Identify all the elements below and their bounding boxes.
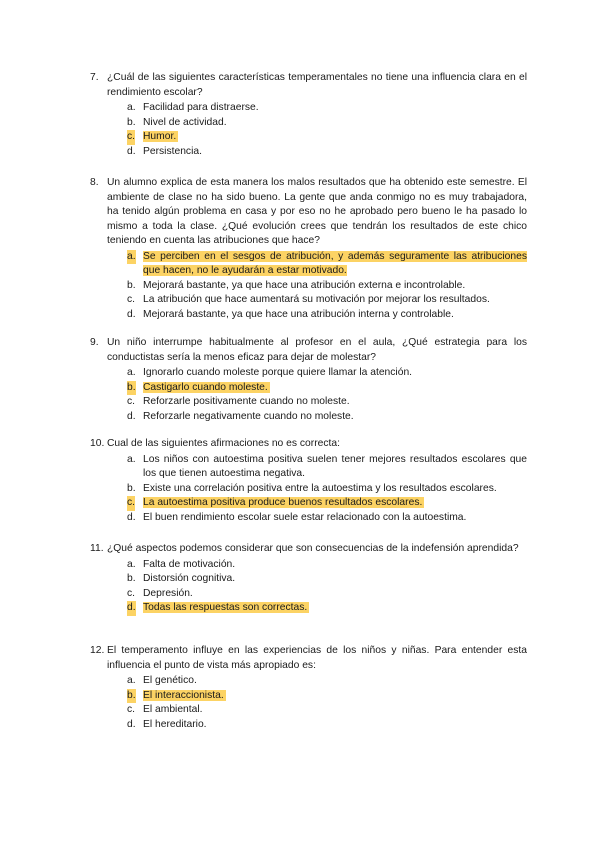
option-letter: a. [127,367,136,378]
option-d [90,718,527,733]
option-letter: c. [127,704,136,715]
option-b [90,279,527,294]
option-b [90,572,527,587]
option-text: La autoestima positiva produce buenos resultados escolares. [143,497,423,508]
option-letter: d. [127,410,136,422]
question-8 [90,176,527,322]
option-text: El hereditario. [143,718,207,730]
option-text: El buen rendimiento escolar suele estar relacionado con la autoestima. [143,511,467,523]
option-d-highlighted [90,601,527,616]
option-letter: a. [127,558,136,570]
option-b [90,482,527,497]
option-c [90,395,527,410]
option-text: El ambiental. [143,704,203,715]
option-d [90,410,527,425]
option-text: Ignorarlo cuando moleste porque quiere llamar la atención. [143,367,413,378]
question-number: 8. [90,177,99,188]
option-c-highlighted [90,130,527,145]
question-number: 9. [90,337,99,348]
option-text: Mejorará bastante, ya que hace una atribución externa e incontrolable. [143,279,466,291]
option-letter: a. [127,102,136,113]
option-list [90,453,527,526]
option-text: Falta de motivación. [143,558,236,570]
question-text: Un niño interrumpe habitualmente al profesor en el aula, ¿Qué estrategia para los conductistas sería la menos eficaz para dejar de molestar? [107,337,527,363]
option-text: Mejorará bastante, ya que hace una atribución interna y controlable. [143,308,454,320]
option-letter: a. [127,675,136,686]
option-text: Se perciben en el sesgos de atribución, y además seguramente las atribuciones que hacen, no le ayudarán a estar motivado. [143,250,527,276]
option-text: Depresión. [143,587,193,599]
option-d [90,511,527,526]
option-letter: b. [127,381,136,396]
option-letter: a. [127,453,136,465]
option-letter: b. [127,573,136,584]
option-letter: d. [127,511,136,523]
option-c [90,703,527,718]
option-text: Castigarlo cuando moleste. [143,381,268,393]
option-b [90,116,527,131]
option-b-highlighted [90,689,527,704]
option-text: Nivel de actividad. [143,116,227,128]
question-11 [90,542,527,616]
option-letter: c. [127,396,136,407]
option-b-highlighted [90,381,527,396]
option-letter: b. [127,279,136,291]
option-text: Distorsión cognitiva. [143,573,236,584]
option-letter: c. [127,587,136,599]
option-letter: c. [127,130,135,145]
option-letter: b. [127,116,136,128]
question-text: Un alumno explica de esta manera los malos resultados que ha obtenido este semestre. El ambiente de clase no ha sido bueno. La gente que anda conmigo no es muy trabajadora, ha tenido algún problema en casa y por eso no he aprobado pero bueno le ha pasado lo mismo a toda la clase. ¿Qué evolución crees que tendrán los resultados de este chico teniendo en cuenta las atribuciones que hace? [107,177,527,246]
question-number: 10. [90,438,105,449]
option-text: Todas las respuestas son correctas. [143,602,308,613]
option-text: El genético. [143,675,197,686]
question-text: ¿Qué aspectos podemos considerar que son consecuencias de la indefensión aprendida? [107,543,519,554]
option-list [90,101,527,159]
option-a [90,366,527,381]
option-a [90,101,527,116]
option-d [90,308,527,323]
option-text: Humor. [143,131,177,142]
question-number: 12. [90,645,105,656]
option-text: La atribución que hace aumentará su motivación por mejorar los resultados. [143,294,490,305]
option-a [90,674,527,689]
option-a [90,453,527,482]
question-text: El temperamento influye en las experiencias de los niños y niñas. Para entender esta influencia el punto de vista más apropiado es: [107,645,527,671]
option-text: Los niños con autoestima positiva suelen tener mejores resultados escolares que los que tienen autoestima negativa. [143,453,527,479]
option-list [90,366,527,424]
option-letter: a. [127,250,136,265]
option-letter: d. [127,145,136,157]
option-letter: b. [127,482,136,494]
option-text: Existe una correlación positiva entre la autoestima y los resultados escolares. [143,482,497,494]
option-list [90,558,527,616]
option-list [90,674,527,732]
option-c-highlighted [90,496,527,511]
option-c [90,293,527,308]
option-c [90,587,527,602]
question-number: 7. [90,72,99,83]
option-letter: b. [127,689,136,704]
option-list [90,250,527,323]
option-text: Reforzarle negativamente cuando no moleste. [143,410,354,422]
option-text: El interaccionista. [143,689,224,701]
question-9 [90,336,527,424]
question-12 [90,644,527,732]
option-letter: c. [127,294,136,305]
question-number: 11. [90,543,104,554]
option-a-highlighted [90,250,527,279]
option-a [90,558,527,573]
option-d [90,145,527,160]
question-7 [90,71,527,159]
option-text: Reforzarle positivamente cuando no moleste. [143,396,350,407]
option-text: Facilidad para distraerse. [143,102,259,113]
question-text: ¿Cuál de las siguientes características temperamentales no tiene una influencia clara en el rendimiento escolar? [107,72,527,98]
question-10 [90,437,527,525]
option-letter: d. [127,718,136,730]
option-letter: c. [127,496,135,511]
question-text: Cual de las siguientes afirmaciones no es correcta: [107,438,340,449]
option-letter: d. [127,601,136,616]
option-letter: d. [127,308,136,320]
option-text: Persistencia. [143,145,202,157]
